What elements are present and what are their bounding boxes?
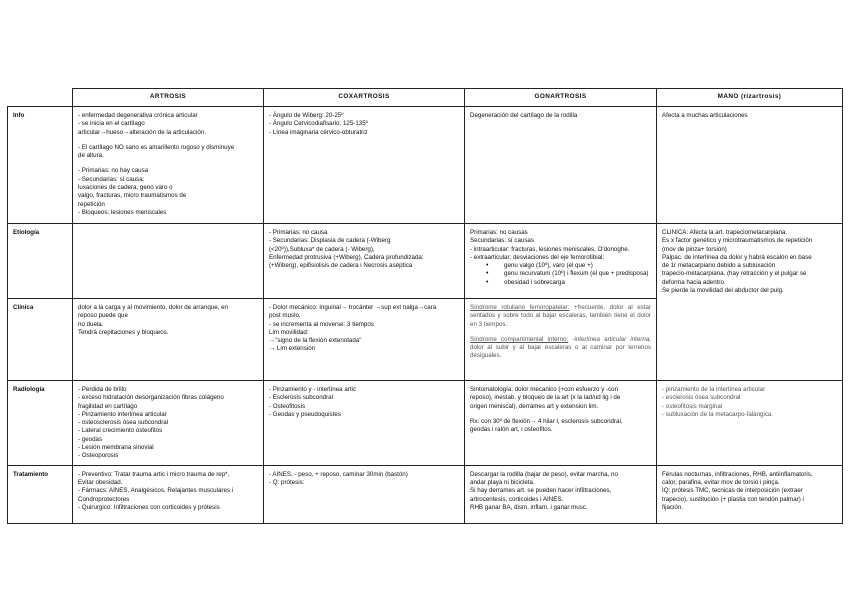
cell-radiologia-coxartrosis [264, 381, 465, 466]
text-line: Enfermedad protrusiva (+Wiberg), Cadera profundizada: [269, 253, 424, 261]
text-line: - Esclerosis subcondral [269, 394, 333, 402]
text-line: - Preventivo: Tratar trauma artic i micro trauma de rep*, [78, 470, 230, 478]
cell-tratamiento-mano [657, 465, 843, 523]
sindrome-compartimental-text: dolor al subir y al bajar escaleras o al caminar por terrenos desiguales. [470, 344, 651, 360]
text-line: - Q: prótesis: [269, 478, 305, 486]
document-page [7, 88, 842, 524]
cell-info-coxartrosis [264, 107, 465, 224]
cell-etiologia-coxartrosis [264, 224, 465, 299]
text-line: Tendrá crepitaciones y bloqueos. [78, 328, 169, 336]
cell-info-gonartrosis [465, 107, 657, 224]
text-line: →"signo de la flexión extenotada" [269, 337, 362, 345]
cell-tratamiento-coxartrosis [264, 465, 465, 523]
text-line: Descargar la rodilla (bajar de peso), evitar marcha, no [470, 470, 618, 478]
header-row [8, 89, 843, 107]
text-line: - Ángulo de Wiberg: 20-25º [269, 112, 344, 119]
text-line: valgo, fracturas, micro traumatismos de [78, 192, 187, 200]
text-line: - Línea imaginaria cérvico-obturatriz [269, 128, 368, 136]
row-info [8, 107, 843, 224]
gonartrosis-etiologia-bullets [470, 262, 651, 287]
text-line: - Secundarias: sí causa: [78, 175, 145, 183]
row-radiologia [8, 381, 843, 466]
header-gonartrosis: GONARTROSIS [465, 89, 657, 107]
cell-clinica-coxartrosis [264, 299, 465, 381]
text-line: geodas i ralón art, i osteofitos. [470, 426, 553, 434]
text-line: - enfermedad degenerativa crónica articular [78, 112, 198, 119]
text-line: reposo puede que [78, 312, 128, 320]
text-line: - exceso hidratación desorganización fibras colágeno [78, 394, 224, 402]
text-line: - Pinzamiento y - interlínea artic [269, 386, 357, 393]
text-line: Evitar obesidad. [78, 478, 123, 486]
cell-info-artrosis [73, 107, 264, 224]
artrosis-comparison-table [7, 88, 843, 524]
text-line: Palpac. de interlínea da dolor y habrá escalón en base [662, 253, 812, 261]
bullet-item: • obesidad i sobrecarga [492, 279, 651, 287]
row-tratamiento [8, 465, 843, 523]
text-line: luxaciones de cadera, geno varo o [78, 184, 173, 192]
text-line: andar playa ni bicicleta. [470, 478, 535, 486]
text-line: trapecio-metacarpiana. (hay retracción y el pulgar se [662, 270, 807, 278]
text-line: fragilidad en cartílago [78, 402, 138, 410]
cell-etiologia-gonartrosis [465, 224, 657, 299]
text-line: trapecio), sustitución (+ plastia con tendón palmar) i [662, 495, 804, 503]
header-artrosis: ARTROSIS [73, 89, 264, 107]
cell-radiologia-gonartrosis [465, 381, 657, 466]
text-line [78, 160, 258, 167]
text-line: Degeneración del cartílago de la rodilla [470, 112, 578, 119]
text-line: - Osteofitosis [269, 402, 306, 410]
text-line: - Fármacs: AINES, Analgésicos, Relajantes musculares i [78, 487, 234, 495]
text-line: - AINES, - peso, + reposo, caminar 30min (bastón) [269, 470, 408, 478]
row-label-radiologia: Radiología [8, 381, 73, 466]
text-line: Férulas nocturnas, infiltraciones, RHB, antiinflamatoris, [662, 470, 813, 478]
text-line: - se inicia en el cartílago [78, 120, 145, 128]
text-line: post muslo. [269, 312, 301, 320]
text-line: deforma hacia adentro. [662, 278, 726, 286]
text-line: reposo), inestab. y bloqueo de la art (x la lad/ud lig i de [470, 394, 621, 402]
text-line: - extraarticular: desviaciones del eje femorotibial: [470, 253, 605, 261]
cell-etiologia-artrosis [73, 224, 264, 299]
text-line: Primarias: no causas [470, 229, 528, 236]
text-line: CLINICA: Afecta la art. trapeciometacarpiana. [662, 229, 788, 236]
row-etiologia [8, 224, 843, 299]
text-line: - Quirurgico: Infiltraciones con corticoides y prótesis [78, 503, 220, 511]
text-line: origen meniscal), derrames art y extension lim. [470, 402, 599, 410]
row-label-info: Info [8, 107, 73, 224]
text-line: - Osteoporosis [78, 452, 119, 460]
text-line: - Dolor mecánico: Inguinal→ trocánter →sup ext nalga→cara [269, 304, 437, 311]
text-line: Secundarias: sí causas [470, 237, 534, 245]
text-line: Si hay derrames art. se pueden hacer infiltraciones, [470, 487, 612, 495]
header-coxartrosis: COXARTROSIS [264, 89, 465, 107]
text-line: Sintomatología: dolor mecanico (+con esfuerzo y -con [470, 386, 619, 393]
sindrome-compartimental-title: Síndrome compartimental interno: [470, 335, 569, 343]
corner-cell [8, 89, 73, 107]
text-line: Rx: con 30º de flexión→ 4 hilar l, esclerosis subcondral, [470, 417, 623, 425]
text-line: calor, parafina, evitar mov de torsió i pinça. [662, 478, 780, 486]
cell-tratamiento-gonartrosis [465, 465, 657, 523]
cell-radiologia-artrosis [73, 381, 264, 466]
text-line: de 1r metacarpiano debido a subluxación [662, 262, 776, 270]
row-label-tratamiento: Tratamiento [8, 465, 73, 523]
bullet-item: • genu valgo (10º), varo (el que +) [492, 262, 651, 270]
text-line: Es x factor genético y microtraumatismos de repetición [662, 237, 813, 245]
text-line: - Primarias: no hay causa [78, 167, 149, 175]
text-line [470, 411, 651, 418]
text-line: (<20º)),Subluxa* de cadera (- Wiberg), [269, 245, 375, 253]
text-line: - osteofitosis marginal [662, 402, 723, 410]
text-line: - Lateral crecimiento osteofitos [78, 427, 163, 435]
text-line: articular→hueso→alteración de la articulación. [78, 128, 206, 136]
text-line: - Secundarias: Displasia de cadera (-Wiberg [269, 237, 391, 245]
text-line: - El cartílago NO sano es amarillento rugoso y disminuye [78, 143, 235, 151]
text-line: Afecta a muchas articulaciones [662, 112, 748, 119]
text-line: - subluxación de la metacarpo-falángica. [662, 410, 774, 418]
text-line: (mov de pinza+ torsión) [662, 245, 727, 253]
text-line: no duela. [78, 320, 104, 328]
header-mano: MANO (rizartrosis) [657, 89, 843, 107]
text-line: - pinzamiento de la interlínea articular [662, 386, 766, 393]
cell-clinica-gonartrosis [465, 299, 657, 381]
text-line: RHB ganar BA, dism. inflam. i ganar musc. [470, 503, 588, 511]
gonartrosis-etiologia-lines [470, 229, 651, 262]
text-line: Lim movilidad: [269, 328, 309, 336]
text-line: dolor a la carga y al movimiento, dolor de arranque, en [78, 304, 228, 311]
cell-etiologia-clinica-mano [657, 224, 843, 381]
text-line [78, 137, 258, 144]
text-line: - geodas [78, 435, 103, 443]
text-line: - esclerosis ósea subcondral [662, 394, 741, 402]
bullet-item: • genu recurvatum (10º) i flexum (el que + predisposa) [492, 270, 651, 278]
text-line: fijación. [662, 503, 683, 511]
text-line: → Lim extensión [269, 345, 316, 353]
text-line: Condroprotectores [78, 495, 130, 503]
sindrome-femoropatelar-text: +frecuente, dolor al estar sentados y sobre todo al bajar escaleras, también tiene el dolor en 3 tiempos. [470, 304, 651, 328]
text-line: - intraarticular: fracturas, lesiones meniscales, O'donoghe. [470, 245, 630, 253]
row-label-etiologia: Etiología [8, 224, 73, 299]
sindrome-femoropatelar [470, 304, 651, 329]
text-line: - Geodas y pseudoquistes [269, 410, 341, 418]
text-line: IQ: prótesis TMC, tecnicas de interposición (extraer [662, 487, 803, 495]
cell-tratamiento-artrosis [73, 465, 264, 523]
sindrome-compartimental-italic: -interlínea articular interna, [568, 335, 651, 343]
text-line: - Ángulo Cervicodiafisario: 125-135º [269, 120, 368, 128]
text-line: de altura. [78, 152, 104, 160]
text-line: artrocentesis, corticoides i AINES. [470, 495, 564, 503]
cell-radiologia-mano [657, 381, 843, 466]
text-line: - se incrementa al moverse: 3 tiempos [269, 320, 374, 328]
sindrome-compartimental [470, 336, 651, 361]
text-line: Se pierde la movilidad del abductor del pulg. [662, 287, 784, 295]
text-line: repetición [78, 200, 105, 208]
text-line: - Lesión membrana sinovial [78, 444, 154, 452]
text-line: - Bloqueos: lesiones meniscales [78, 208, 167, 216]
row-label-clinica: Clínica [8, 299, 73, 381]
cell-info-mano [657, 107, 843, 224]
text-line: - Pinzamiento interlínea articular [78, 410, 167, 418]
cell-clinica-artrosis [73, 299, 264, 381]
sindrome-femoropatelar-title: Síndrome rotuliano femoropatelar: [470, 304, 570, 311]
text-line: - Primarias: no causa [269, 229, 328, 236]
text-line: - Perdida de brillo [78, 386, 127, 393]
text-line: (+Wiberg), epifisiolisis de cadera i Necrosis aséptica [269, 262, 413, 270]
text-line: - osteosclerosis ósea subcondral [78, 419, 169, 427]
